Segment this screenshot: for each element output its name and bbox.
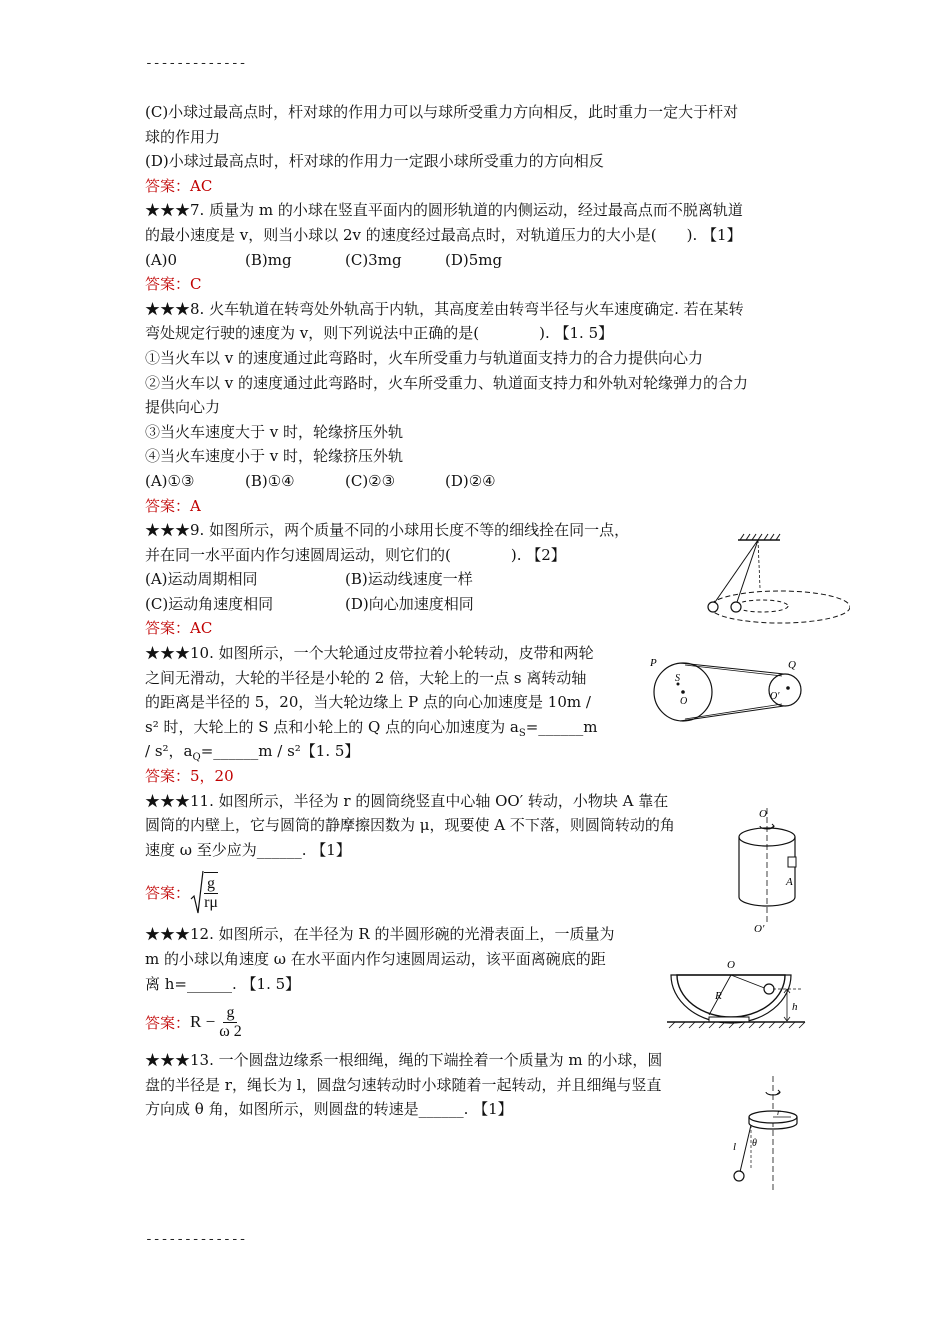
sqrt-sign-icon: [190, 869, 204, 915]
label-q: Q: [788, 659, 796, 671]
question-8-options: [145, 469, 813, 494]
question-7-line-1: ★★★7. 质量为 m 的小球在竖直平面内的圆形轨道的内侧运动，经过最高点而不脱离轨道: [145, 201, 743, 220]
label-o: O: [727, 959, 735, 971]
option-a: (A)0: [145, 250, 178, 269]
label-o: O: [759, 808, 767, 820]
sqrt-expression: $\frac{g}{r\mu}$: [190, 869, 218, 915]
option-c: (C)运动角速度相同: [145, 594, 274, 613]
label-o-prime: O′: [754, 923, 765, 935]
answer-12: 答案： R − $\frac{g}{\omega 2}$: [145, 1003, 242, 1040]
question-13-line-2: 盘的半径是 r，绳长为 l，圆盘匀速转动时小球随着一起转动，并且细绳与竖直: [145, 1075, 662, 1094]
answer-8: 答案：A: [145, 496, 201, 515]
answer-10: 答案：5，20: [145, 767, 234, 786]
question-12-line-3: 离 h=______. 【1. 5】: [145, 974, 301, 993]
question-10-line-3: 的距离是半径的 5，20，当大轮边缘上 P 点的向心加速度是 10m /: [145, 693, 591, 712]
question-11-line-2: 圆筒的内壁上，它与圆筒的静摩擦因数为 μ，现要使 A 不下落，则圆筒转动的角: [145, 816, 675, 835]
question-10-line-1: ★★★10. 如图所示，一个大轮通过皮带拉着小轮转动，皮带和两轮: [145, 644, 594, 663]
label-r: r: [777, 1107, 781, 1117]
question-10-line-2: 之间无滑动，大轮的半径是小轮的 2 倍，大轮上的一点 s 离转动轴: [145, 668, 587, 687]
question-10-line-5: / s²，$a_Q=\_\_\_\_\_\_m / s^2$【1. 5】: [145, 742, 360, 764]
option-b: (B)mg: [245, 250, 292, 269]
question-8-statement-3: ③当火车速度大于 v 时，轮缘挤压外轨: [145, 422, 404, 441]
option-a: (A)①③: [145, 471, 195, 490]
label-o-prime: O′: [770, 691, 780, 702]
option-c-line-1: (C)小球过最高点时，杆对球的作用力可以与球所受重力方向相反，此时重力一定大于杆对: [145, 103, 739, 121]
header-rule: -------------: [145, 56, 247, 71]
option-a: (A)运动周期相同: [145, 570, 258, 589]
question-10-line-4: s² 时，大轮上的 S 点和小轮上的 Q 点的向心加速度为 $a_S=\_\_\_\_\_\_m$: [145, 717, 598, 739]
question-13-line-1: ★★★13. 一个圆盘边缘系一根细绳，绳的下端拴着一个质量为 m 的小球，圆: [145, 1051, 663, 1070]
option-b: (B)运动线速度一样: [345, 570, 473, 589]
question-12-line-2: m 的小球以角速度 ω 在水平面内作匀速圆周运动，该平面离碗底的距: [145, 950, 606, 968]
question-9-line-2: 并在同一水平面内作匀速圆周运动，则它们的( ). 【2】: [145, 545, 566, 564]
answer-7: 答案：C: [145, 275, 202, 294]
option-d: (D)②④: [445, 471, 496, 490]
option-c-line-2: 球的作用力: [145, 127, 221, 146]
answer-9: 答案：AC: [145, 619, 213, 638]
label-a: A: [786, 876, 793, 888]
question-8-statement-4: ④当火车速度小于 v 时，轮缘挤压外轨: [145, 447, 404, 466]
question-8-statement-2b: 提供向心力: [145, 398, 221, 417]
label-p: P: [650, 657, 657, 669]
option-c: (C)②③: [345, 471, 396, 490]
answer-6: 答案：AC: [145, 176, 213, 195]
label-s: S: [675, 673, 680, 684]
option-d: (D)向心加速度相同: [345, 594, 474, 613]
label-theta: θ: [752, 1138, 757, 1149]
question-13-line-3: 方向成 θ 角，如图所示，则圆盘的转速是______. 【1】: [145, 1100, 513, 1119]
label-o: O: [680, 696, 688, 707]
option-b: (B)①④: [245, 471, 295, 490]
label-l: l: [733, 1141, 737, 1153]
question-8-line-1: ★★★8. 火车轨道在转弯处外轨高于内轨，其高度差由转弯半径与火车速度确定. 若在某转: [145, 299, 744, 318]
label-h: h: [792, 1001, 798, 1013]
hemispherical-bowl-figure: [665, 955, 815, 1045]
question-11-line-3: 速度 ω 至少应为______. 【1】: [145, 840, 351, 859]
question-12-line-1: ★★★12. 如图所示，在半径为 R 的半圆形碗的光滑表面上，一质量为: [145, 925, 615, 944]
belt-wheels-figure: [648, 654, 813, 729]
option-d-line: (D)小球过最高点时，杆对球的作用力一定跟小球所受重力的方向相反: [145, 152, 604, 171]
option-d: (D)5mg: [445, 250, 503, 269]
question-7-line-2: 的最小速度是 v，则当小球以 2v 的速度经过最高点时，对轨道压力的大小是( ). 【1】: [145, 225, 742, 244]
question-11-line-1: ★★★11. 如图所示，半径为 r 的圆筒绕竖直中心轴 OO′ 转动，小物块 A 靠在: [145, 791, 669, 810]
footer-rule: -------------: [145, 1232, 247, 1247]
rotating-cylinder-figure: [722, 800, 812, 935]
label-r: R: [715, 990, 722, 1002]
rotating-disc-figure: [725, 1070, 815, 1195]
question-8-statement-1: ①当火车以 v 的速度通过此弯路时，火车所受重力与轨道面支持力的合力提供向心力: [145, 348, 704, 367]
question-8-line-2: 弯处规定行驶的速度为 v，则下列说法中正确的是( ). 【1. 5】: [145, 324, 614, 343]
option-c: (C)3mg: [345, 250, 402, 269]
question-7-options: [145, 248, 813, 273]
question-9-line-1: ★★★9. 如图所示，两个质量不同的小球用长度不等的细线拴在同一点，: [145, 521, 630, 540]
conical-pendulum-figure: [700, 530, 850, 635]
answer-11: 答案： $\frac{g}{r\mu}$: [145, 862, 813, 922]
question-8-statement-2a: ②当火车以 v 的速度通过此弯路时，火车所受重力、轨道面支持力和外轨对轮缘弹力的合力: [145, 373, 749, 392]
